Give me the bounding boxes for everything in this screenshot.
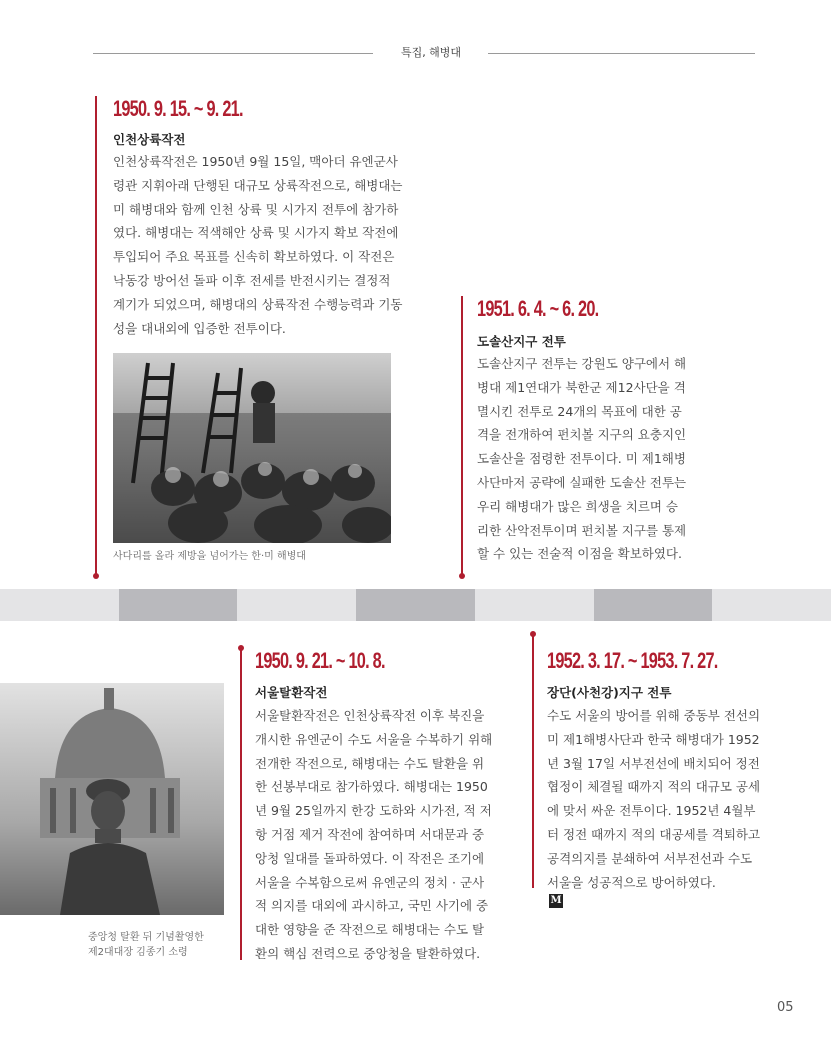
body-line bbox=[547, 871, 762, 909]
body-line: 리한 산악전투이며 펀치볼 지구를 통제 bbox=[477, 522, 687, 538]
timeline-line-4 bbox=[532, 636, 534, 888]
section-body bbox=[113, 150, 403, 340]
body-line: 년 3월 17일 서부전선에 배치되어 정전 bbox=[547, 755, 760, 771]
photo-caption bbox=[88, 930, 204, 960]
body-line: 한 선봉부대로 참가하였다. 해병대는 1950 bbox=[255, 779, 488, 795]
section-date: 1950. 9. 15. ~ 9. 21. bbox=[113, 96, 243, 121]
caption-line: 중앙청 탈환 뒤 기념촬영한 bbox=[88, 932, 204, 943]
divider-band-segment bbox=[594, 589, 712, 621]
body-line: 령관 지휘아래 단행된 대규모 상륙작전으로, 해병대는 bbox=[113, 177, 403, 193]
timeline-dot-2 bbox=[459, 573, 465, 579]
timeline-line-2 bbox=[461, 296, 463, 574]
body-line: 였다. 해병대는 적색해안 상륙 및 시가지 확보 작전에 bbox=[113, 225, 399, 241]
body-line: 협정이 체결될 때까지 적의 대규모 공세 bbox=[547, 779, 761, 795]
body-line: 멸시킨 전투로 24개의 목표에 대한 공 bbox=[477, 403, 682, 419]
body-line: 터 정전 때까지 적의 대공세를 격퇴하고 bbox=[547, 826, 761, 842]
page-number: 05 bbox=[777, 1000, 794, 1015]
body-line: 미 해병대와 함께 인천 상륙 및 시가지 전투에 참가하 bbox=[113, 201, 399, 217]
body-line: 할 수 있는 전술적 이점을 확보하였다. bbox=[477, 546, 682, 562]
body-line: 서울탈환작전은 인천상륙작전 이후 북진을 bbox=[255, 708, 485, 723]
body-line: 환의 핵심 전력으로 중앙청을 탈환하였다. bbox=[255, 945, 481, 961]
body-line-text: 서울을 성공적으로 방어하였다. bbox=[547, 874, 716, 890]
body-line: 도솔산지구 전투는 강원도 양구에서 해 bbox=[477, 356, 687, 371]
divider-band-segment bbox=[712, 589, 831, 621]
body-line: 수도 서울의 방어를 위해 중동부 전선의 bbox=[547, 708, 761, 723]
body-line: 병대 제1연대가 북한군 제12사단을 격 bbox=[477, 379, 686, 395]
divider-band-segment bbox=[119, 589, 237, 621]
divider-band-segment bbox=[356, 589, 475, 621]
body-line: 적 의지를 대외에 과시하고, 국민 사기에 중 bbox=[255, 898, 489, 914]
section-body bbox=[477, 352, 687, 566]
body-line: 사단마저 공략에 실패한 도솔산 전투는 bbox=[477, 474, 687, 490]
photo-commander-portrait bbox=[0, 683, 224, 915]
photo-caption: 사다리를 올라 제방을 넘어가는 한·미 해병대 bbox=[113, 551, 306, 562]
section-body bbox=[547, 704, 762, 908]
body-line: 계기가 되었으며, 해병대의 상륙작전 수행능력과 기동 bbox=[113, 296, 403, 312]
body-line: 낙동강 방어선 돌파 이후 전세를 반전시키는 결정적 bbox=[113, 272, 391, 288]
timeline-dot-1 bbox=[93, 573, 99, 579]
timeline-line-3 bbox=[240, 650, 242, 960]
body-line: 개시한 유엔군이 수도 서울을 수복하기 위해 bbox=[255, 731, 493, 747]
section-date: 1952. 3. 17. ~ 1953. 7. 27. bbox=[547, 648, 718, 673]
divider-band-segment bbox=[475, 589, 594, 621]
body-line: 미 제1해병사단과 한국 해병대가 1952 bbox=[547, 731, 760, 747]
section-title: 도솔산지구 전투 bbox=[477, 334, 566, 349]
header-rule-right bbox=[488, 53, 755, 54]
section-date: 1951. 6. 4. ~ 6. 20. bbox=[477, 296, 599, 321]
body-line: 투입되어 주요 목표를 신속히 확보하였다. 이 작전은 bbox=[113, 249, 395, 265]
header-title: 특집, 해병대 bbox=[400, 46, 462, 59]
section-body bbox=[255, 704, 495, 966]
photo-ladder-landing bbox=[113, 353, 391, 543]
body-line: 인천상륙작전은 1950년 9월 15일, 맥아더 유엔군사 bbox=[113, 154, 398, 169]
body-line: 성을 대내외에 입증한 전투이다. bbox=[113, 320, 286, 336]
body-line: 공격의지를 분쇄하여 서부전선과 수도 bbox=[547, 850, 753, 866]
body-line: 에 맞서 싸운 전투이다. 1952년 4월부 bbox=[547, 803, 756, 819]
body-line: 년 9월 25일까지 한강 도하와 시가전, 적 저 bbox=[255, 803, 492, 819]
body-line: 우리 해병대가 많은 희생을 치르며 승 bbox=[477, 498, 678, 514]
body-line: 격을 전개하여 펀치볼 지구의 요충지인 bbox=[477, 427, 687, 443]
body-line: 앙청 일대를 돌파하였다. 이 작전은 조기에 bbox=[255, 850, 485, 866]
caption-line: 제2대대장 김종기 소령 bbox=[88, 947, 188, 958]
divider-band-segment bbox=[237, 589, 356, 621]
section-title: 인천상륙작전 bbox=[113, 132, 186, 147]
body-line: 서울을 수복함으로써 유엔군의 정치 · 군사 bbox=[255, 874, 485, 890]
magazine-end-mark: M bbox=[550, 895, 562, 907]
section-title: 서울탈환작전 bbox=[255, 685, 328, 700]
section-date: 1950. 9. 21. ~ 10. 8. bbox=[255, 648, 385, 673]
header-rule-left bbox=[93, 53, 373, 54]
divider-band-segment bbox=[0, 589, 119, 621]
section-title: 장단(사천강)지구 전투 bbox=[547, 685, 672, 700]
body-line: 전개한 작전으로, 해병대는 수도 탈환을 위 bbox=[255, 755, 485, 771]
body-line: 대한 영향을 준 작전으로 해병대는 수도 탈 bbox=[255, 922, 485, 938]
timeline-line-1 bbox=[95, 96, 97, 574]
body-line: 도솔산을 점령한 전투이다. 미 제1해병 bbox=[477, 451, 686, 467]
body-line: 항 거점 제거 작전에 참여하며 서대문과 중 bbox=[255, 826, 485, 842]
